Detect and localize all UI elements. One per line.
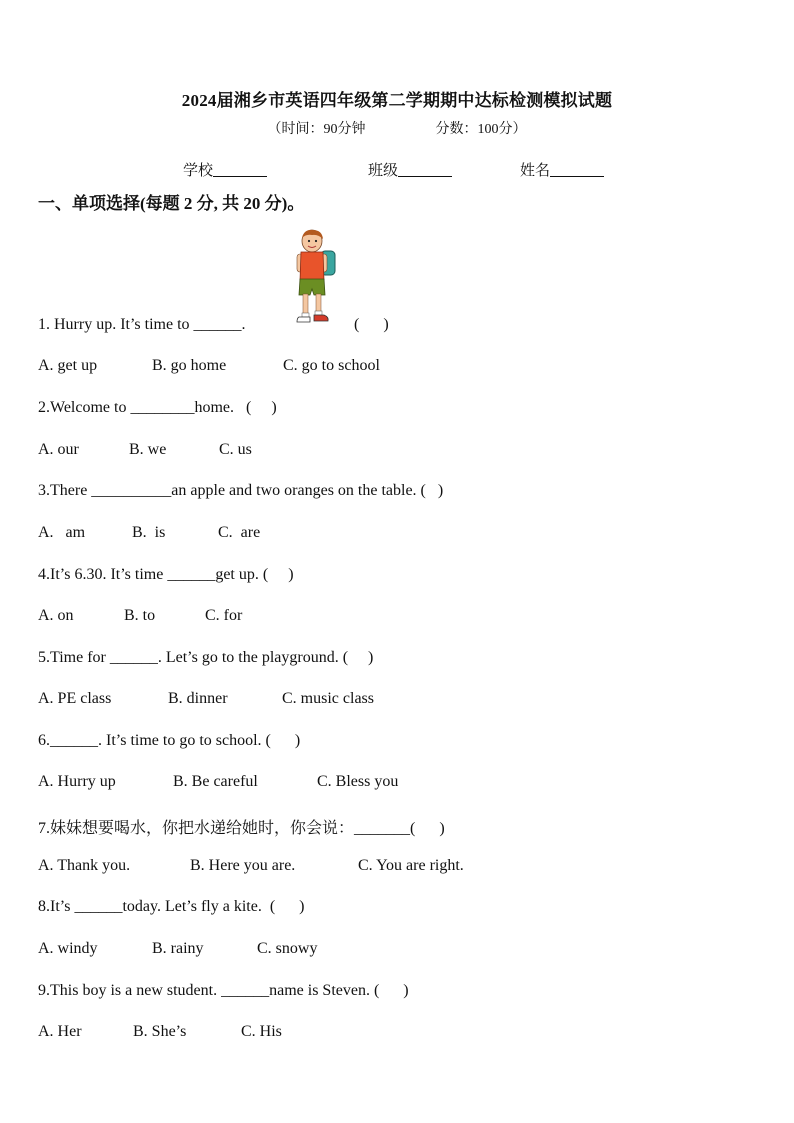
exam-title: 2024届湘乡市英语四年级第二学期期中达标检测模拟试题	[181, 91, 613, 110]
option-b: B. we	[129, 441, 167, 458]
question-8: 8.It’s ______today. Let’s fly a kite. ( )	[38, 898, 305, 915]
question-9: 9.This boy is a new student. ______name is Steven. ( )	[38, 982, 409, 999]
question-1-options	[38, 357, 758, 379]
option-a: A. Hurry up	[38, 773, 116, 790]
option-b: B. dinner	[168, 690, 228, 707]
name-blank	[550, 162, 604, 177]
question-4: 4.It’s 6.30. It’s time ______get up. ( )	[38, 566, 294, 583]
option-a: A. our	[38, 441, 79, 458]
question-6: 6.______. It’s time to go to school. ( )	[38, 732, 301, 749]
option-b: B. Be careful	[173, 773, 258, 790]
option-b: B. is	[132, 524, 166, 541]
option-c: C. music class	[282, 690, 374, 707]
question-7-options	[38, 857, 758, 879]
option-a: A. on	[38, 607, 74, 624]
option-c: C. for	[205, 607, 243, 624]
option-c: C. You are right.	[358, 857, 464, 874]
option-c: C. His	[241, 1023, 282, 1040]
option-b: B. She’s	[133, 1023, 187, 1040]
question-4-options	[38, 607, 758, 629]
option-b: B. Here you are.	[190, 857, 296, 874]
question-6-options	[38, 773, 758, 795]
option-b: B. go home	[152, 357, 227, 374]
section-title: 一、单项选择(每题 2 分, 共 20 分)。	[38, 194, 305, 213]
option-a: A. am	[38, 524, 86, 541]
question-3: 3.There __________an apple and two oranges on the table. ( )	[38, 482, 444, 499]
question-7: 7.妹妹想要喝水，你把水递给她时，你会说：_______( )	[38, 820, 445, 837]
question-3-options	[38, 524, 758, 546]
question-2: 2.Welcome to ________home. ( )	[38, 399, 277, 416]
class-field	[368, 159, 452, 180]
option-b: B. to	[124, 607, 156, 624]
question-8-options	[38, 940, 758, 962]
question-9-options	[38, 1023, 758, 1045]
option-a: A. windy	[38, 940, 98, 957]
option-a: A. Thank you.	[38, 857, 131, 874]
option-c: C. go to school	[283, 357, 380, 374]
question-1: 1. Hurry up. It’s time to ______.	[38, 316, 246, 333]
option-c: C. us	[219, 441, 252, 458]
class-blank	[398, 162, 452, 177]
option-a: A. get up	[38, 357, 98, 374]
school-field	[183, 159, 267, 180]
option-a: A. Her	[38, 1023, 82, 1040]
class-label: 班级	[368, 163, 399, 179]
question-5-options	[38, 690, 758, 712]
exam-subtitle: （时间：90分钟 分数：100分）	[267, 122, 527, 137]
name-field	[520, 159, 604, 180]
option-c: C. snowy	[257, 940, 318, 957]
school-label: 学校	[183, 163, 214, 179]
option-c: C. Bless you	[317, 773, 399, 790]
name-label: 姓名	[520, 163, 551, 179]
school-blank	[213, 162, 267, 177]
question-5: 5.Time for ______. Let’s go to the playground. ( )	[38, 649, 374, 666]
option-b: B. rainy	[152, 940, 204, 957]
question-2-options	[38, 441, 758, 463]
boy-with-backpack-illustration	[293, 229, 341, 329]
option-a: A. PE class	[38, 690, 112, 707]
option-c: C. are	[218, 524, 261, 541]
question-1-answer-paren: ( )	[354, 316, 389, 333]
